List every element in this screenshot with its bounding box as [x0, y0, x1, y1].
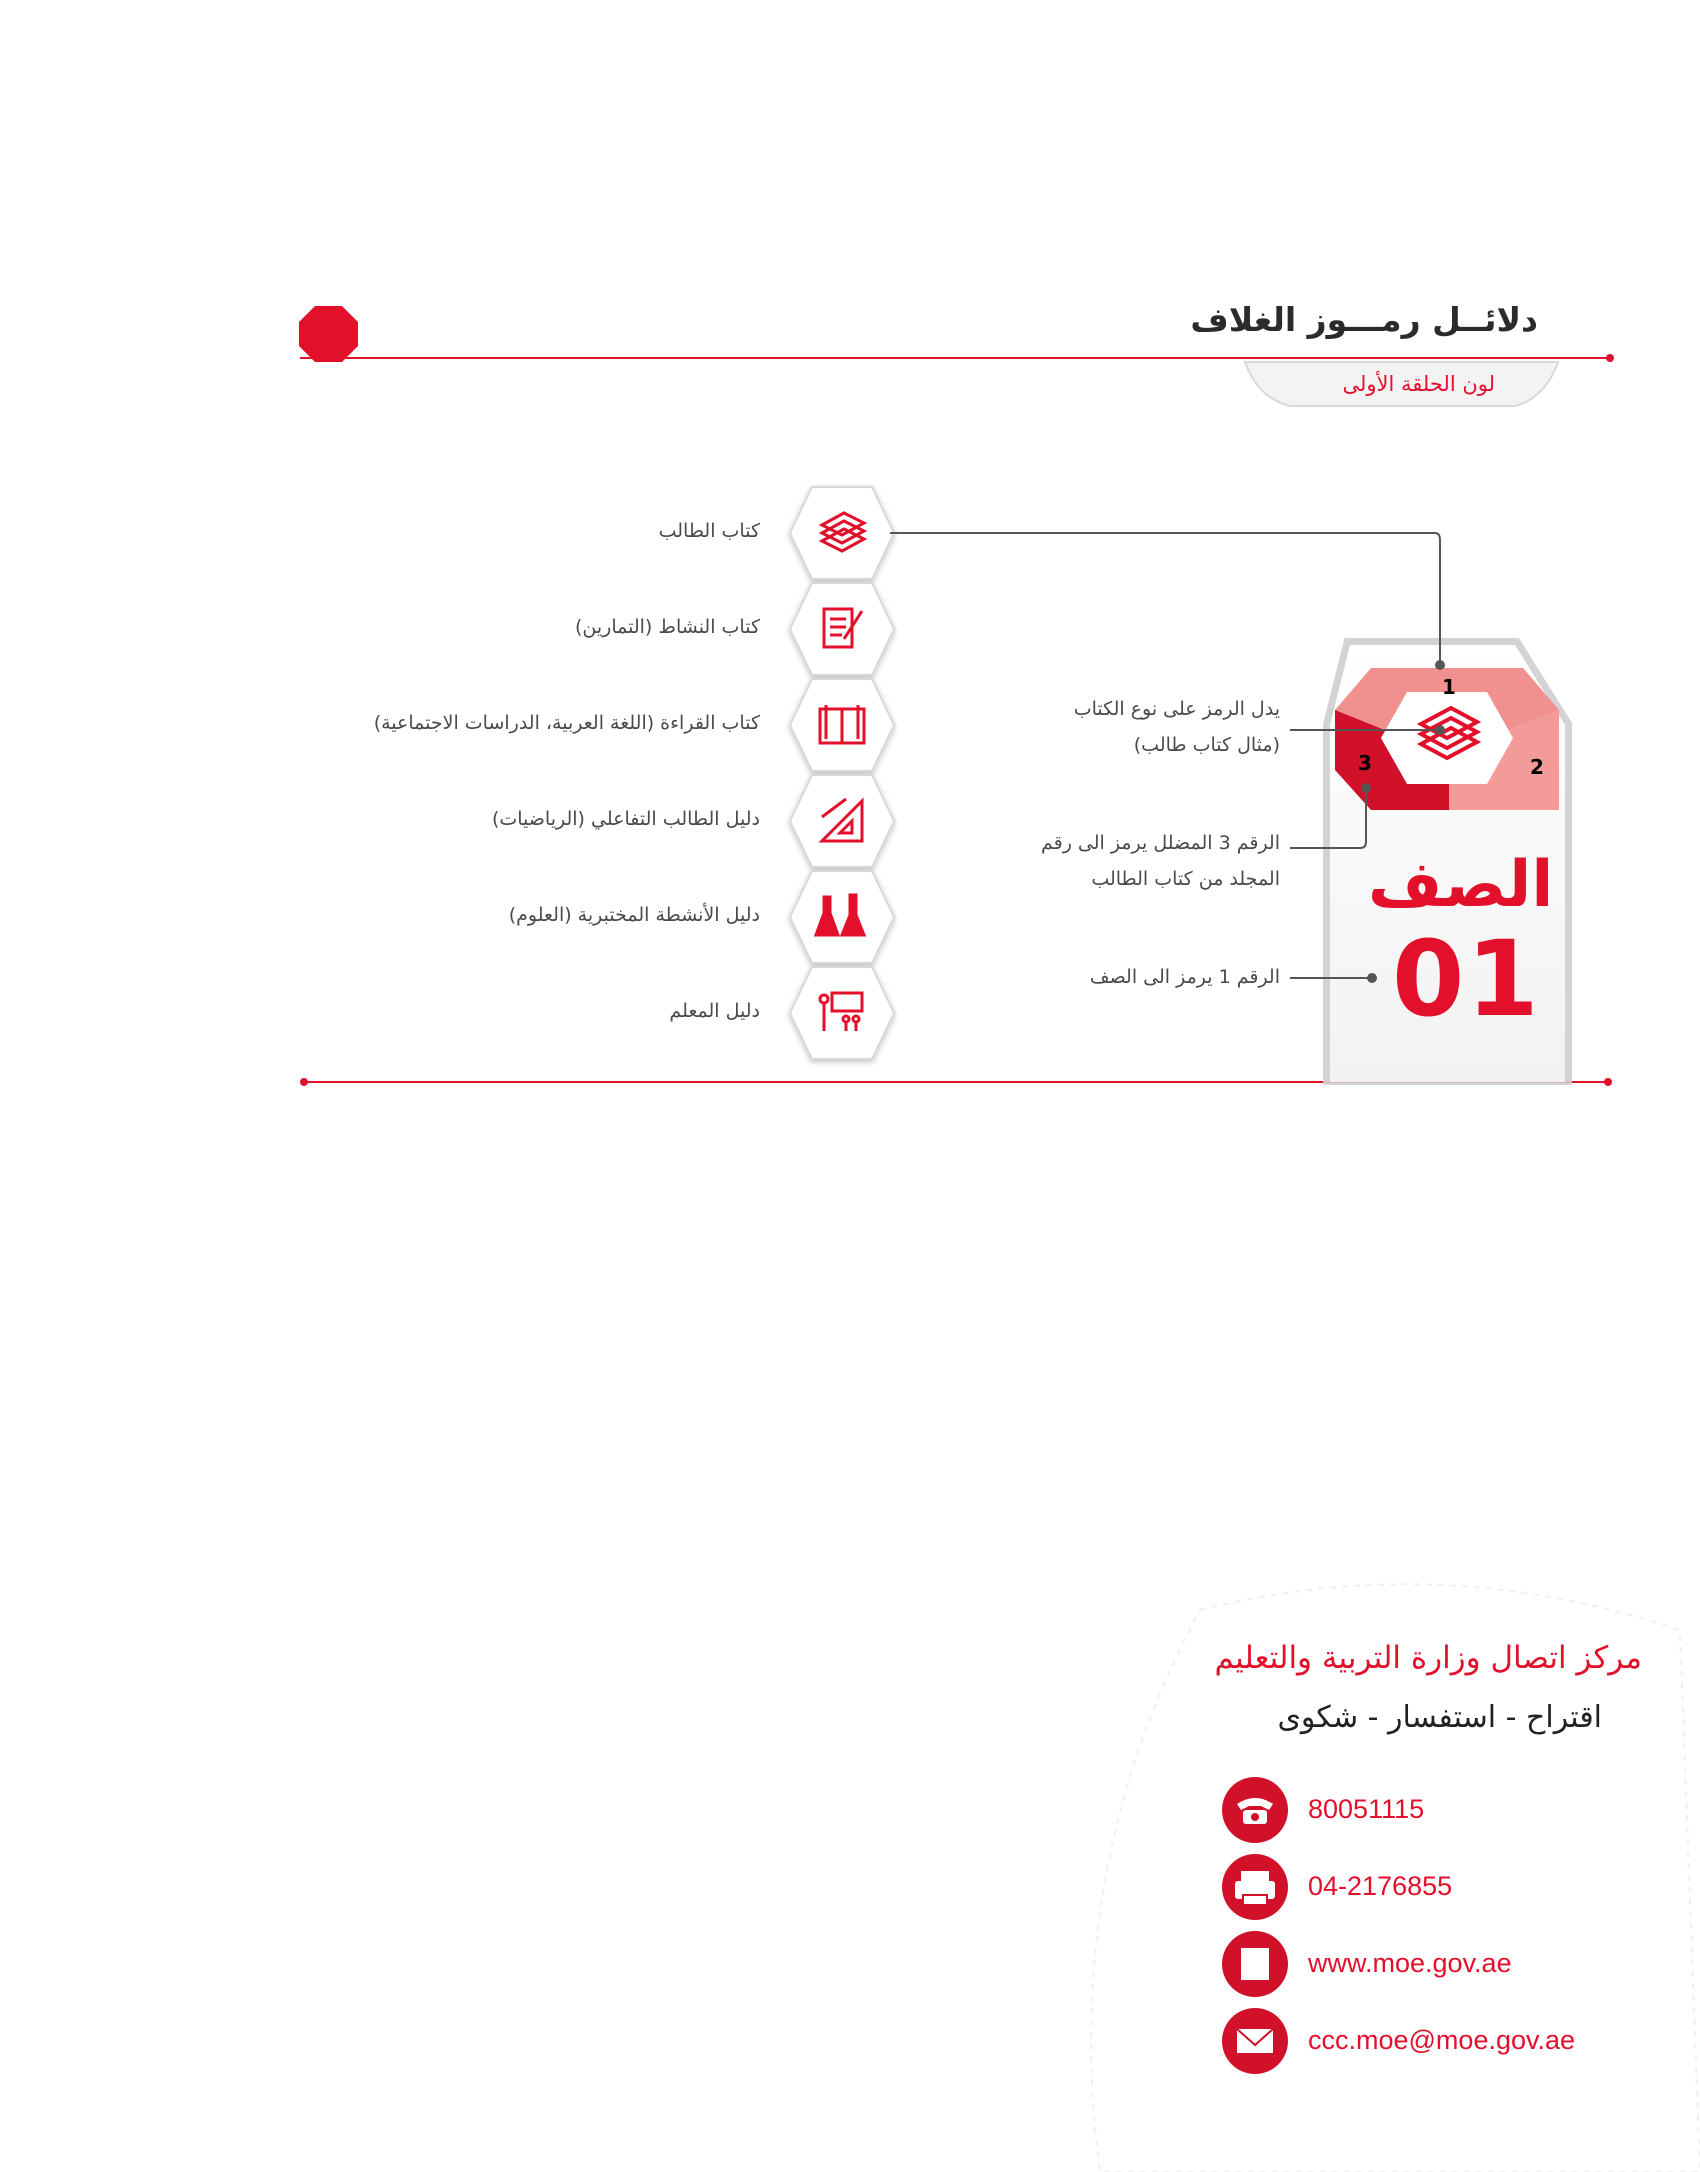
grade-word: الصف [1368, 848, 1554, 922]
segment-1-label: 1 [1442, 675, 1456, 699]
book-type-label: كتاب النشاط (التمارين) [575, 616, 760, 638]
book-type-label: كتاب الطالب [658, 520, 760, 542]
contact-fax[interactable]: 04-2176855 [1308, 1871, 1453, 1901]
email-icon [1222, 2008, 1288, 2074]
book-type-label: دليل المعلم [669, 1000, 760, 1022]
annotation-symbol-line1: يدل الرمز على نوع الكتاب [1073, 698, 1280, 720]
grade-number: 01 [1392, 918, 1541, 1040]
contact-title: مركز اتصال وزارة التربية والتعليم [1214, 1640, 1642, 1676]
phone-icon [1222, 1777, 1288, 1843]
annotation-volume-line1: الرقم 3 المضلل يرمز الى رقم [1040, 832, 1280, 854]
book-type-label: دليل الأنشطة المختبرية (العلوم) [508, 904, 760, 926]
contact-phone[interactable]: 80051115 [1308, 1794, 1425, 1824]
fax-icon [1222, 1854, 1288, 1920]
contact-icons [1220, 1775, 1300, 2115]
book-type-label: دليل الطالب التفاعلي (الرياضيات) [491, 808, 760, 830]
book-type-label: كتاب القراءة (اللغة العربية، الدراسات الاجتماعية) [373, 712, 760, 734]
contact-subtitle: اقتراح - استفسار - شكوى [1277, 1700, 1602, 1735]
tab-label: لون الحلقة الأولى [1342, 372, 1495, 396]
web-icon [1222, 1931, 1288, 1997]
page-title: دلائــل رمـــوز الغلاف [1190, 300, 1538, 339]
segment-2-label: 2 [1530, 755, 1544, 779]
contact-website-link[interactable]: www.moe.gov.ae [1308, 1948, 1512, 1978]
segment-3-label: 3 [1358, 751, 1372, 775]
annotation-grade-line: الرقم 1 يرمز الى الصف [1089, 966, 1280, 988]
annotation-volume-line2: المجلد من كتاب الطالب [1091, 868, 1280, 890]
annotation-symbol-line2: (مثال كتاب طالب) [1133, 734, 1280, 756]
contact-email-link[interactable]: ccc.moe@moe.gov.ae [1308, 2025, 1576, 2055]
